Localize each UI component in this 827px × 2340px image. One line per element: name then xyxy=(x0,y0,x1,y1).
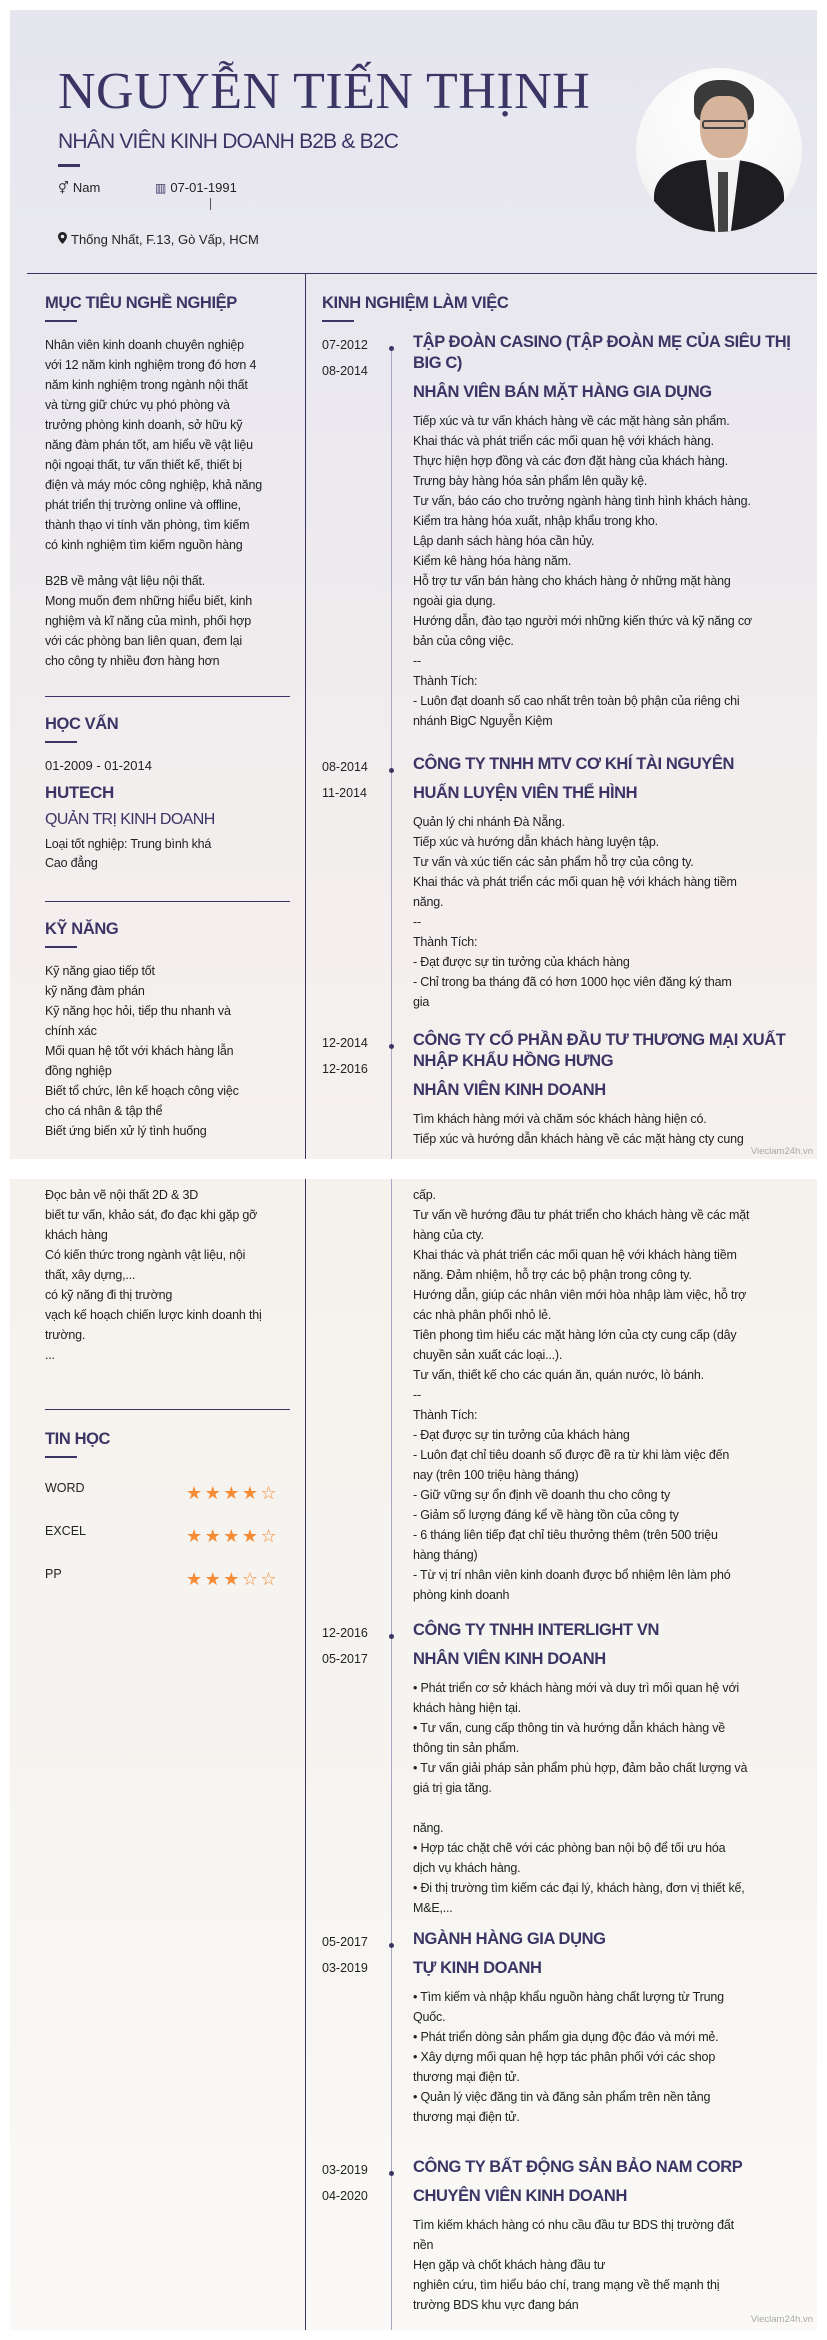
role-underline xyxy=(58,164,80,167)
job-dates: 12-2016 05-2017 xyxy=(322,1626,368,1666)
address-value: Thống Nhất, F.13, Gò Vấp, HCM xyxy=(71,232,259,247)
header-divider xyxy=(27,273,817,274)
timeline-dot xyxy=(389,768,394,773)
job-position: NHÂN VIÊN KINH DOANH xyxy=(413,1081,606,1099)
job-company: NGÀNH HÀNG GIA DỤNG xyxy=(413,1930,606,1948)
section-title: TIN HỌC xyxy=(45,1430,111,1448)
gender-info xyxy=(58,180,100,195)
birthday-value: 07-01-1991 xyxy=(170,180,237,195)
section-underline xyxy=(45,320,77,322)
timeline-dot xyxy=(389,1943,394,1948)
job-position: NHÂN VIÊN KINH DOANH xyxy=(413,1650,606,1668)
it-skill-excel xyxy=(45,1524,295,1548)
it-skill-pp xyxy=(45,1567,295,1591)
skill-name: PP xyxy=(45,1567,62,1581)
section-divider xyxy=(45,696,290,697)
job-description: cấp. Tư vấn về hướng đầu tư phát triển cho khách hàng về các mặt hàng của cty. Khai thác và phát triển các mối quan hệ với khách hàng tiềm năng. Đảm nhiệm, hỗ trợ các bộ phận trong công ty. Hướng dẫn, giúp các nhân viên mới hòa nhập làm việc, hỗ trợ các nhà phân phối nhỏ lẻ. Tiên phong tìm hiểu các mặt hàng lớn của cty cung cấp (dây chuyền sản xuất các loại...). Tư vấn, thiết kế cho các quán ăn, quán nước, lò bánh. -- Thành Tích: - Đạt được sự tin tưởng của khách hàng - Luôn đạt chỉ tiêu doanh số được đề ra từ khi làm việc đến nay (trên 100 triệu hàng tháng) - Giữ vững sự ổn định về doanh thu cho công ty - Giảm số lượng đáng kể về hàng tồn của công ty - 6 tháng liên tiếp đạt chỉ tiêu thưởng thêm (trên 500 triệu hàng tháng) - Từ vị trí nhân viên kinh doanh được bổ nhiệm lên làm phó phòng kinh doanh xyxy=(413,1188,750,1602)
job-dates: 07-2012 08-2014 xyxy=(322,338,368,378)
column-divider xyxy=(305,273,306,1159)
job-company: TẬP ĐOÀN CASINO (TẬP ĐOÀN MẸ CỦA SIÊU THỊ BIG C) xyxy=(413,333,791,372)
section-divider xyxy=(45,1409,290,1410)
job-dates: 03-2019 04-2020 xyxy=(322,2163,368,2203)
section-title: MỤC TIÊU NGHỀ NGHIỆP xyxy=(45,294,237,312)
job-description: Tìm khách hàng mới và chăm sóc khách hàng hiện có. Tiếp xúc và hướng dẫn khách hàng về các mặt hàng cty cung xyxy=(413,1112,744,1146)
candidate-role: NHÂN VIÊN KINH DOANH B2B & B2C xyxy=(58,130,399,153)
cv-page-1 xyxy=(10,10,817,1159)
watermark: Vieclam24h.vn xyxy=(750,1146,813,1157)
star-rating-icon: ★★★☆☆ xyxy=(186,1569,280,1589)
experience-section-header xyxy=(322,294,508,322)
star-rating-icon: ★★★★☆ xyxy=(186,1483,280,1503)
cake-icon: ▥ xyxy=(155,180,167,195)
skills-text: Đọc bản vẽ nội thất 2D & 3D biết tư vấn, khảo sát, đo đạc khi gặp gỡ khách hàng Có kiến thức trong ngành vật liệu, nội thất, xây dựng,... có kỹ năng đi thị trường vạch kế hoạch chiến lược kinh doanh thị trường. ... xyxy=(45,1188,262,1362)
map-marker-icon xyxy=(58,232,67,247)
education-section xyxy=(45,715,293,873)
job-position: HUẤN LUYỆN VIÊN THỂ HÌNH xyxy=(413,784,638,802)
section-underline xyxy=(45,946,77,948)
job-dates: 12-2014 12-2016 xyxy=(322,1036,368,1076)
job-company: CÔNG TY CỔ PHẦN ĐẦU TƯ THƯƠNG MẠI XUẤT NHẬP KHẨU HỒNG HƯNG xyxy=(413,1031,786,1070)
watermark: Vieclam24h.vn xyxy=(750,2314,813,2325)
cv-page-2 xyxy=(10,1179,817,2330)
education-major: QUẢN TRỊ KINH DOANH xyxy=(45,811,215,828)
section-title: KINH NGHIỆM LÀM VIỆC xyxy=(322,294,509,312)
section-title: HỌC VẤN xyxy=(45,715,119,733)
skills-section xyxy=(45,920,293,1141)
it-skills-section xyxy=(45,1430,293,1458)
timeline-line xyxy=(391,346,392,1159)
skills-text: Kỹ năng giao tiếp tốt kỹ năng đàm phán Kỹ năng học hỏi, tiếp thu nhanh và chính xác Mối quan hệ tốt với khách hàng lẫn đồng nghiệp Biết tổ chức, lên kế hoạch công việc cho cá nhân & tập thể Biết ứng biến xử lý tình huống xyxy=(45,964,239,1138)
timeline-dot xyxy=(389,1634,394,1639)
job-position: NHÂN VIÊN BÁN MẶT HÀNG GIA DỤNG xyxy=(413,383,712,401)
star-rating-icon: ★★★★☆ xyxy=(186,1526,280,1546)
timeline-dot xyxy=(389,346,394,351)
section-underline xyxy=(322,320,354,322)
education-details: Loại tốt nghiệp: Trung bình khá Cao đẳng xyxy=(45,837,212,870)
timeline-line xyxy=(391,1179,392,2330)
job-description: Quản lý chi nhánh Đà Nẵng. Tiếp xúc và hướng dẫn khách hàng luyện tập. Tư vấn và xúc tiến các sản phẩm hỗ trợ của công ty. Khai thác và phát triển các mối quan hệ với khách hàng tiềm năng. -- Thành Tích: - Đạt được sự tin tưởng của khách hàng - Chỉ trong ba tháng đã có hơn 1000 học viên đăng ký tham gia xyxy=(413,815,737,1009)
job-description: Tiếp xúc và tư vấn khách hàng về các mặt hàng sản phẩm. Khai thác và phát triển các mối quan hệ với khách hàng. Thực hiện hợp đồng và các đơn đặt hàng của khách hàng. Trưng bày hàng hóa sản phẩm lên quầy kệ. Tư vấn, báo cáo cho trưởng ngành hàng tình hình khách hàng. Kiểm tra hàng hóa xuất, nhập khẩu trong kho. Lập danh sách hàng hóa cần hủy. Kiểm kê hàng hóa hàng năm. Hỗ trợ tư vấn bán hàng cho khách hàng ở những mặt hàng ngoài gia dụng. Hướng dẫn, đào tạo người mới những kiến thức và kỹ năng cơ bản của công việc. -- Thành Tích: - Luôn đạt doanh số cao nhất trên toàn bộ phận của riêng chi nhánh BigC Nguyễn Kiệm xyxy=(413,414,752,728)
section-divider xyxy=(45,901,290,902)
skill-name: EXCEL xyxy=(45,1524,86,1538)
job-description: • Phát triển cơ sở khách hàng mới và duy trì mối quan hệ với khách hàng hiện tại. • Tư vấn, cung cấp thông tin và hướng dẫn khách hàng về thông tin sản phẩm. • Tư vấn giải pháp sản phẩm phù hợp, đảm bảo chất lượng và giá trị gia tăng. năng. • Hợp tác chặt chẽ với các phòng ban nội bộ để tối ưu hóa dịch vụ khách hàng. • Đi thị trường tìm kiếm các đại lý, khách hàng, đơn vị thiết kế, M&E,... xyxy=(413,1681,748,1915)
section-title: KỸ NĂNG xyxy=(45,920,119,938)
objective-text: Nhân viên kinh doanh chuyên nghiệp với 12 năm kinh nghiệm trong đó hơn 4 năm kinh nghiệm trong ngành nội thất và từng giữ chức vụ phó phòng và trưởng phòng kinh doanh, sở hữu kỹ năng đàm phán tốt, am hiểu về vật liệu nội ngoại thất, tư vấn thiết kế, thiết bị điện và máy móc công nghiệp, khả năng phát triển thị trường online và offline, thành thạo vi tính văn phòng, tìm kiếm có kinh nghiệm tìm kiếm nguồn hàng B2B về mảng vật liệu nội thất. Mong muốn đem những hiểu biết, kinh nghiệm và kĩ năng của mình, phối hợp với các phòng ban liên quan, đem lại cho công ty nhiều đơn hàng hơn xyxy=(45,338,263,668)
gender-value: Nam xyxy=(72,180,101,195)
job-dates: 08-2014 11-2014 xyxy=(322,760,368,800)
timeline-dot xyxy=(389,1044,394,1049)
job-position: CHUYÊN VIÊN KINH DOANH xyxy=(413,2187,627,2205)
candidate-name: NGUYỄN TIẾN THỊNH xyxy=(58,63,591,120)
avatar-photo xyxy=(636,68,802,232)
job-company: CÔNG TY TNHH MTV CƠ KHÍ TÀI NGUYÊN xyxy=(413,755,735,773)
education-school: HUTECH xyxy=(45,783,115,802)
it-skill-word xyxy=(45,1481,295,1505)
job-description: Tìm kiếm khách hàng có nhu cầu đầu tư BDS thị trường đất nền Hẹn gặp và chốt khách hàng đầu tư nghiên cứu, tìm hiểu báo chí, trang mạng về thế mạnh thị trường BDS khu vực đang bán xyxy=(413,2218,734,2312)
gender-icon: ⚥ xyxy=(58,180,69,195)
timeline-dot xyxy=(389,2171,394,2176)
objective-section xyxy=(45,294,293,671)
education-dates: 01-2009 - 01-2014 xyxy=(45,758,152,773)
section-underline xyxy=(45,1456,77,1458)
skill-name: WORD xyxy=(45,1481,85,1495)
job-company: CÔNG TY BẤT ĐỘNG SẢN BẢO NAM CORP xyxy=(413,2158,743,2176)
job-dates: 05-2017 03-2019 xyxy=(322,1935,368,1975)
birthday-info xyxy=(155,180,237,195)
address-info xyxy=(58,232,259,247)
skills-section-continued xyxy=(45,1185,293,1365)
section-underline xyxy=(45,741,77,743)
job-position: TỰ KINH DOANH xyxy=(413,1959,542,1977)
job-description: • Tìm kiếm và nhập khẩu nguồn hàng chất lượng từ Trung Quốc. • Phát triển dòng sản phẩm gia dụng độc đáo và mới mẻ. • Xây dựng mối quan hệ hợp tác phân phối với các shop thương mại điện tử. • Quản lý việc đăng tin và đăng sản phẩm trên nền tảng thương mại điện tử. xyxy=(413,1990,724,2124)
text-cursor xyxy=(210,198,211,210)
column-divider xyxy=(305,1179,306,2330)
job-company: CÔNG TY TNHH INTERLIGHT VN xyxy=(413,1621,659,1639)
